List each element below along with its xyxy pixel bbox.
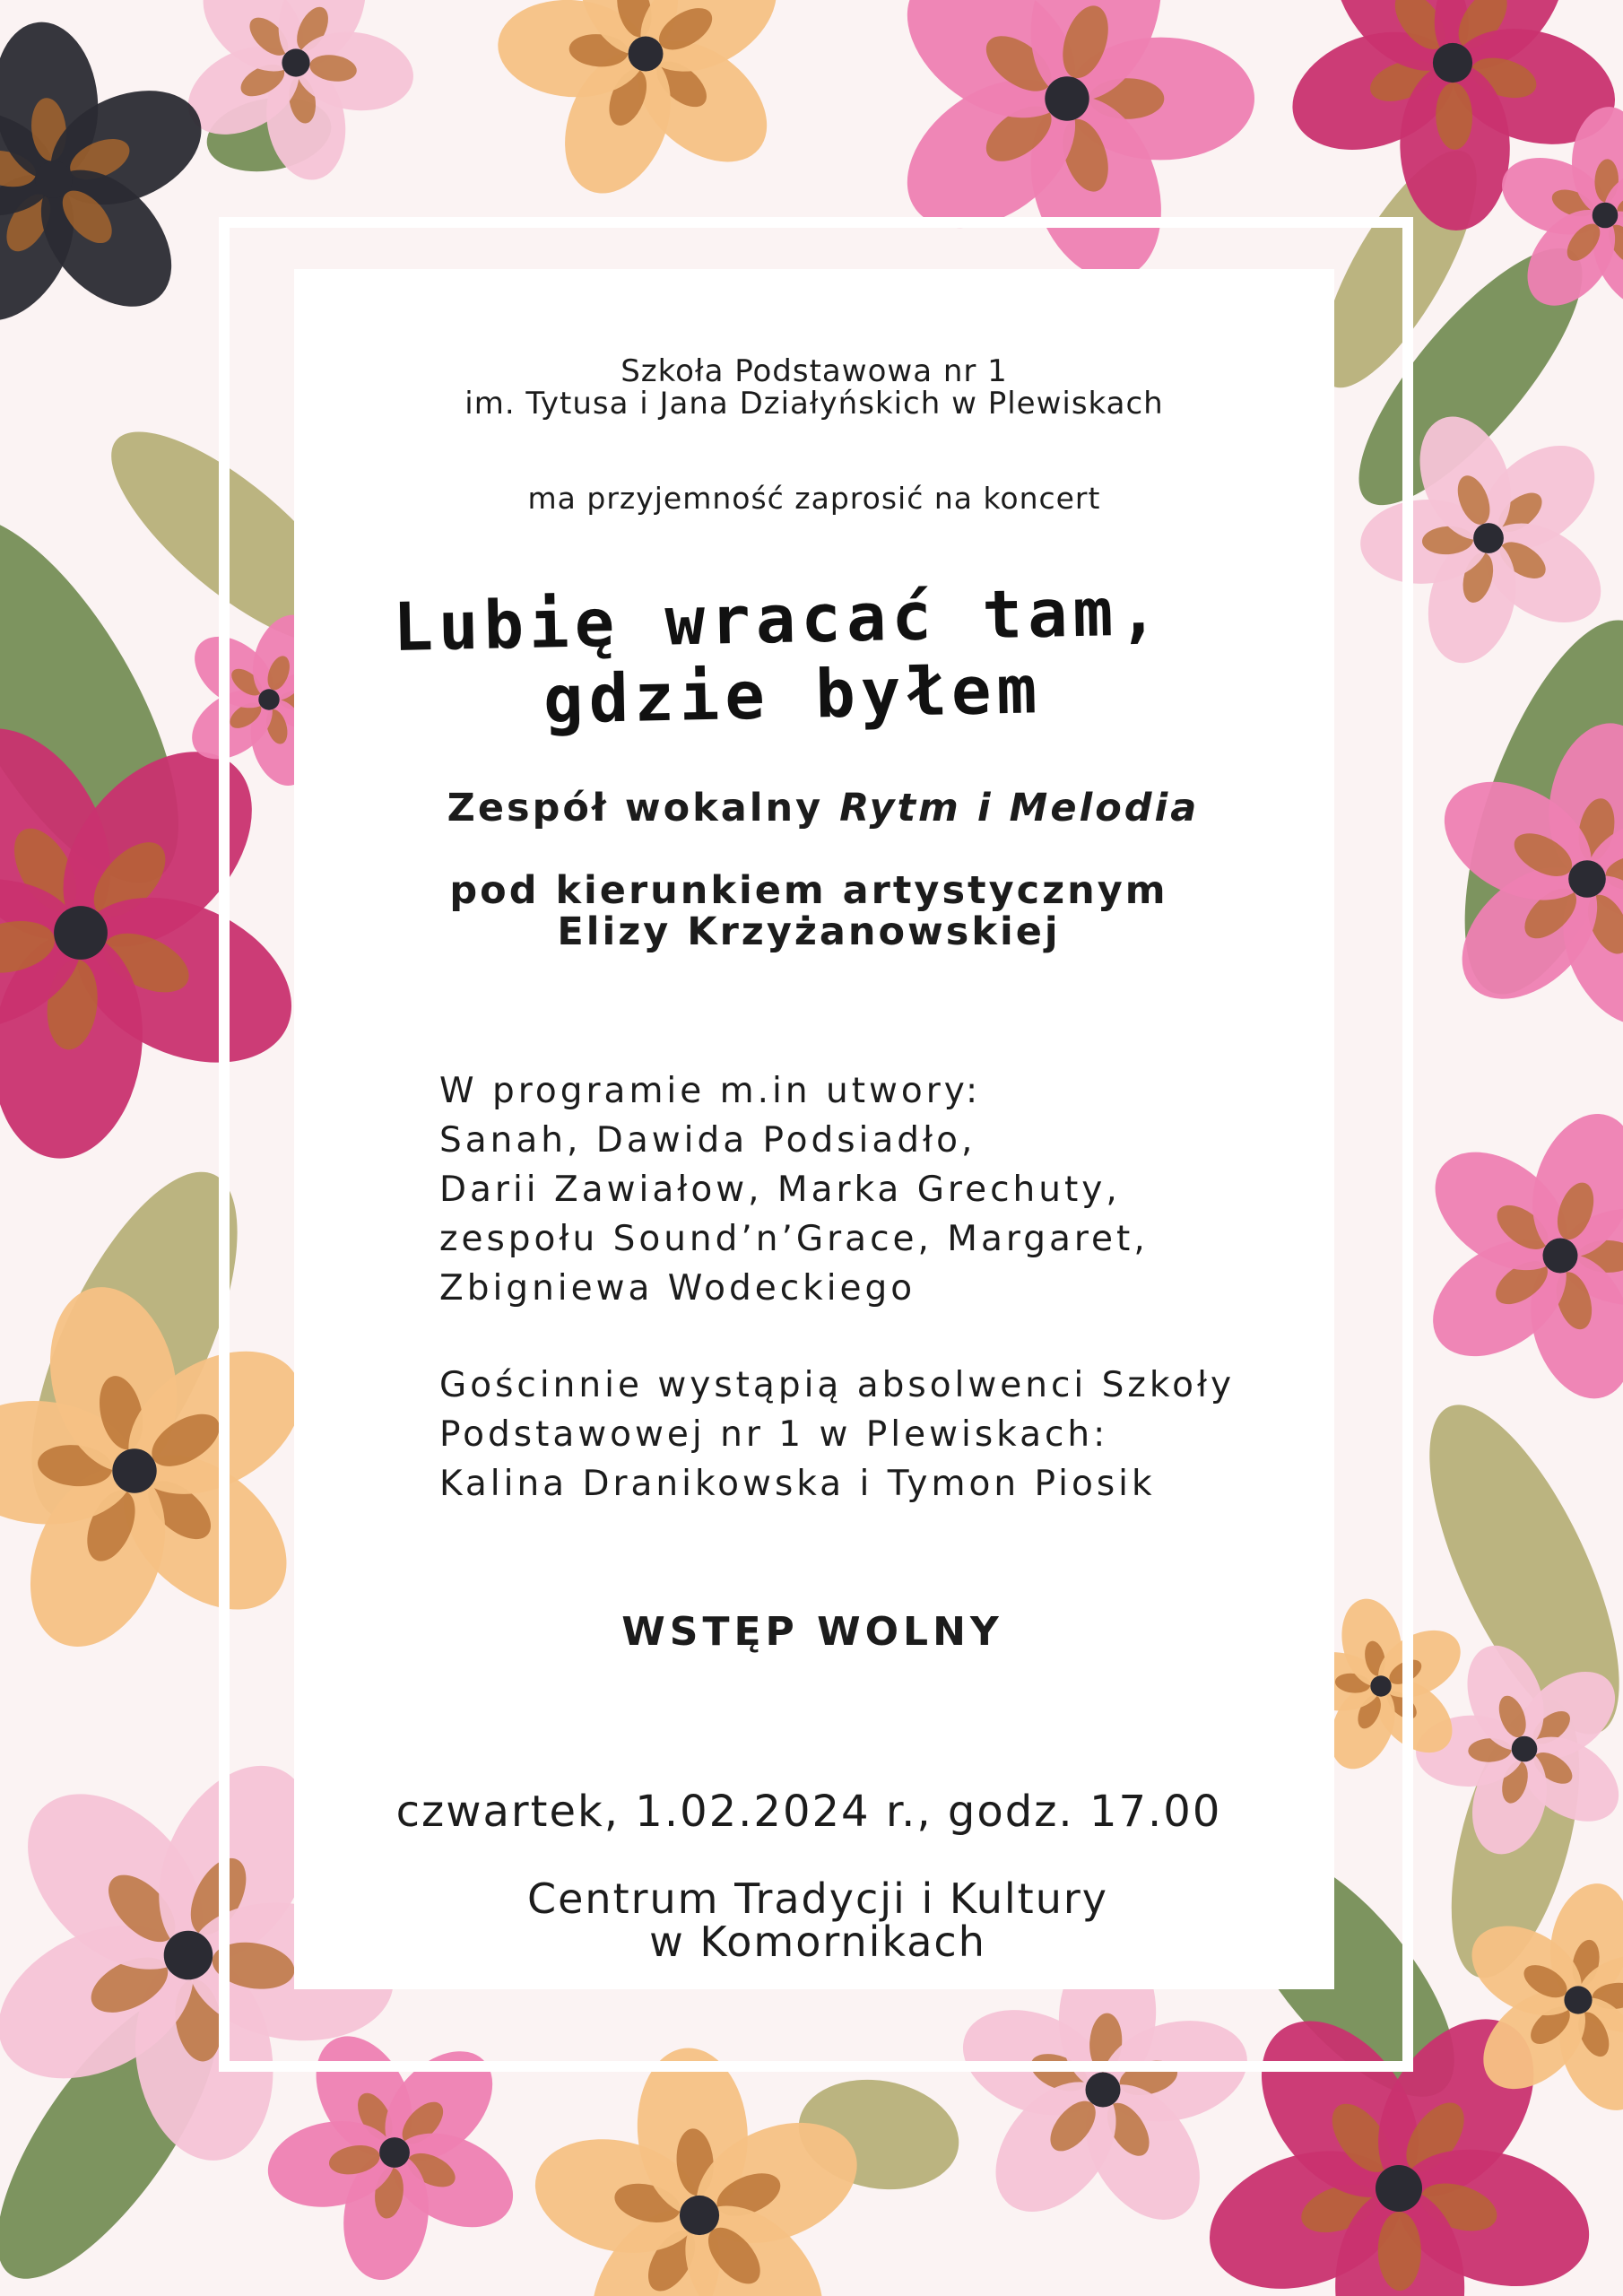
flower-center xyxy=(1593,203,1619,229)
guests-line: Podstawowej nr 1 w Plewiskach: xyxy=(439,1414,1109,1455)
program-line: zespołu Sound’n’Grace, Margaret, xyxy=(439,1219,1149,1259)
flower-center xyxy=(1473,523,1504,553)
program-line: Zbigniewa Wodeckiego xyxy=(439,1268,916,1309)
ensemble-line xyxy=(303,786,1343,831)
guests-line: Gościnnie wystąpią absolwenci Szkoły xyxy=(439,1365,1236,1405)
flower-center xyxy=(1086,2073,1121,2108)
invitation-text: ma przyjemność zaprosić na koncert xyxy=(527,481,1101,516)
flower-center xyxy=(1512,1736,1538,1762)
program-line: Sanah, Dawida Podsiadło, xyxy=(439,1120,976,1161)
guests-line: Kalina Dranikowska i Tymon Piosik xyxy=(439,1464,1156,1504)
school-name-line-2: im. Tytusa i Jana Działyńskich w Plewiskach xyxy=(464,386,1164,422)
concert-title-line-2: gdzie byłem xyxy=(542,651,1043,739)
flower-center xyxy=(1433,43,1472,83)
flower-center xyxy=(1543,1239,1578,1274)
venue-line-2: w Komornikach xyxy=(649,1918,986,1966)
ensemble-prefix: Zespół wokalny xyxy=(447,786,824,831)
invitation-panel xyxy=(294,269,1334,1989)
flower-center xyxy=(35,161,73,198)
flower-center xyxy=(680,2196,719,2235)
school-name-line-1: Szkoła Podstawowa nr 1 xyxy=(621,353,1008,389)
flower-center xyxy=(379,2137,410,2168)
flower-center xyxy=(282,48,309,76)
flower-center xyxy=(1568,860,1606,898)
flower-center xyxy=(629,37,664,72)
direction-line-1: pod kierunkiem artystycznym xyxy=(449,868,1168,913)
free-entry-notice: WSTĘP WOLNY xyxy=(621,1609,1003,1655)
flower-center xyxy=(112,1448,156,1492)
program-heading: W programie m.in utwory: xyxy=(439,1071,982,1111)
event-date-time: czwartek, 1.02.2024 r., godz. 17.00 xyxy=(395,1787,1222,1837)
concert-title-line-1: Lubię wracać tam, xyxy=(392,573,1165,666)
ensemble-name: Rytm i Melodia xyxy=(839,786,1200,831)
direction-line-2: Elizy Krzyżanowskiej xyxy=(557,909,1061,954)
flower-center xyxy=(164,1931,213,1980)
flower-center xyxy=(1376,2165,1422,2212)
flower-center xyxy=(1045,76,1089,120)
flower-center xyxy=(1564,1986,1592,2013)
flower-center xyxy=(54,906,108,960)
venue-line-1: Centrum Tradycji i Kultury xyxy=(527,1874,1108,1923)
program-line: Darii Zawiałow, Marka Grechuty, xyxy=(439,1170,1121,1210)
